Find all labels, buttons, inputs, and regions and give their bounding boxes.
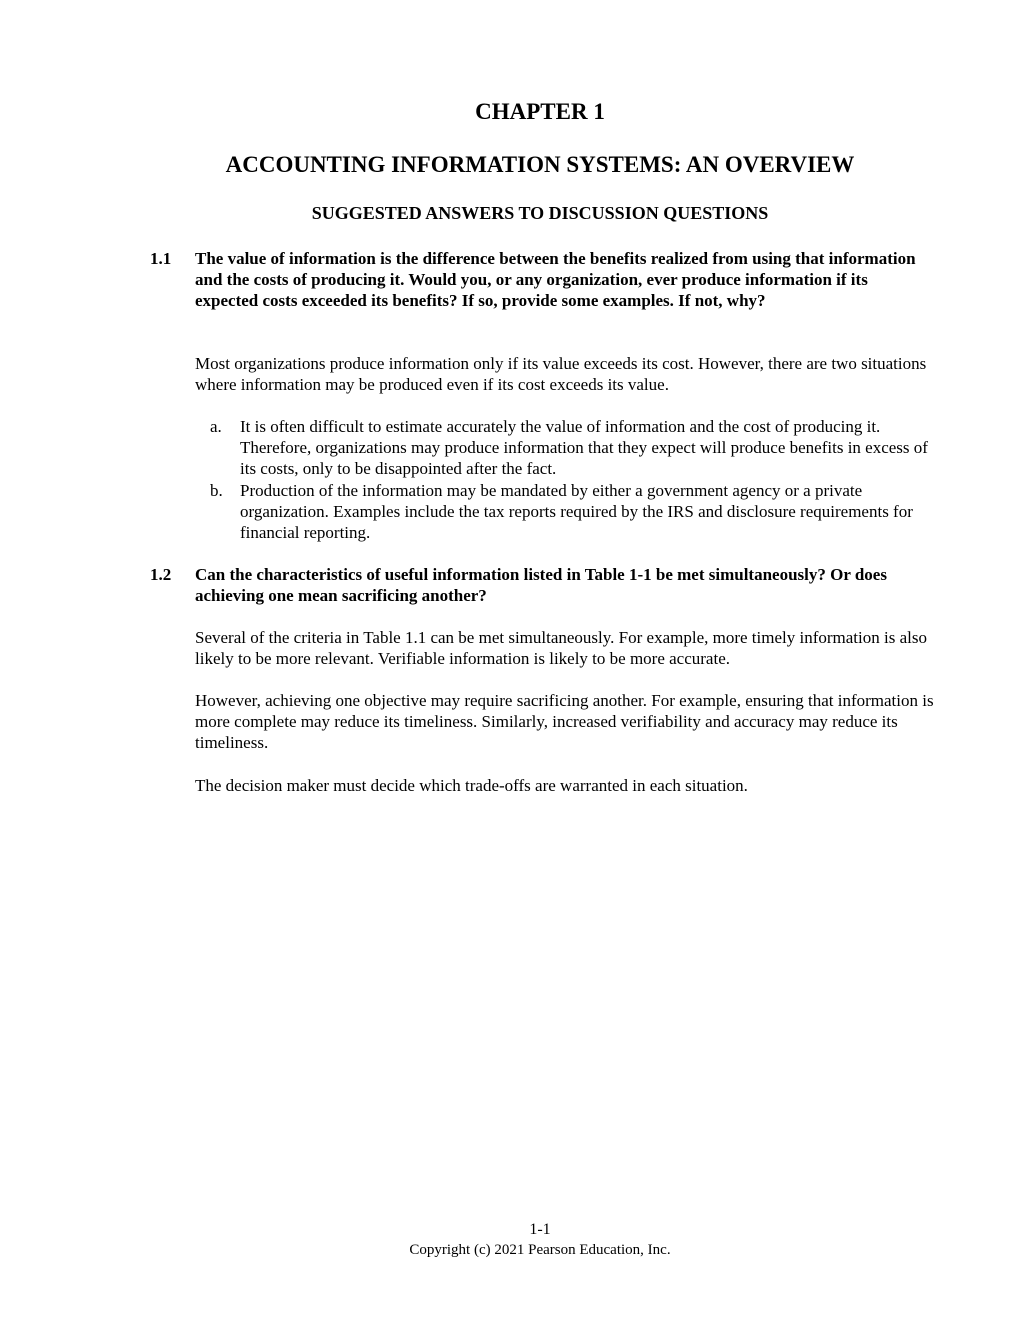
chapter-heading: CHAPTER 1: [475, 99, 605, 124]
question-text: Can the characteristics of useful information listed in Table 1-1 be met simultaneously? Or does achieving one mean sacrificing another?: [195, 565, 887, 605]
list-marker: a.: [210, 417, 222, 436]
list-item-text: Production of the information may be mandated by either a government agency or a private organization. Examples include the tax reports required by the IRS and disclosure requirements for financial reporting.: [240, 481, 913, 542]
answer-paragraph: However, achieving one objective may require sacrificing another. For example, ensuring that information is more complete may reduce its timeliness. Similarly, increased verifiability and accuracy may reduce its timeliness.: [195, 691, 934, 752]
section-subtitle: SUGGESTED ANSWERS TO DISCUSSION QUESTIONS: [311, 203, 769, 223]
list-item-text: It is often difficult to estimate accurately the value of information and the cost of producing it. Therefore, organizations may produce information that they expect will produce benefits in excess of its costs, only to be disappointed after the fact.: [240, 417, 928, 478]
list-marker: b.: [210, 481, 223, 500]
answer-paragraph: The decision maker must decide which trade-offs are warranted in each situation.: [195, 776, 748, 795]
answer-paragraph: Several of the criteria in Table 1.1 can be met simultaneously. For example, more timely information is also likely to be more relevant. Verifiable information is likely to be more accurate.: [195, 628, 927, 668]
chapter-title: ACCOUNTING INFORMATION SYSTEMS: AN OVERVIEW: [225, 152, 855, 177]
question-number: 1.2: [150, 565, 172, 584]
page-number: 1-1: [529, 1221, 551, 1238]
question-number: 1.1: [150, 249, 172, 268]
copyright-notice: Copyright (c) 2021 Pearson Education, Inc.: [409, 1242, 671, 1258]
question-text: The value of information is the difference between the benefits realized from using that information and the costs of producing it. Would you, or any organization, ever produce information if its expected costs exceeded its benefits? If so, provide some examples. If not, why?: [195, 249, 916, 310]
answer-paragraph: Most organizations produce information only if its value exceeds its cost. However, there are two situations where information may be produced even if its cost exceeds its value.: [195, 354, 927, 394]
